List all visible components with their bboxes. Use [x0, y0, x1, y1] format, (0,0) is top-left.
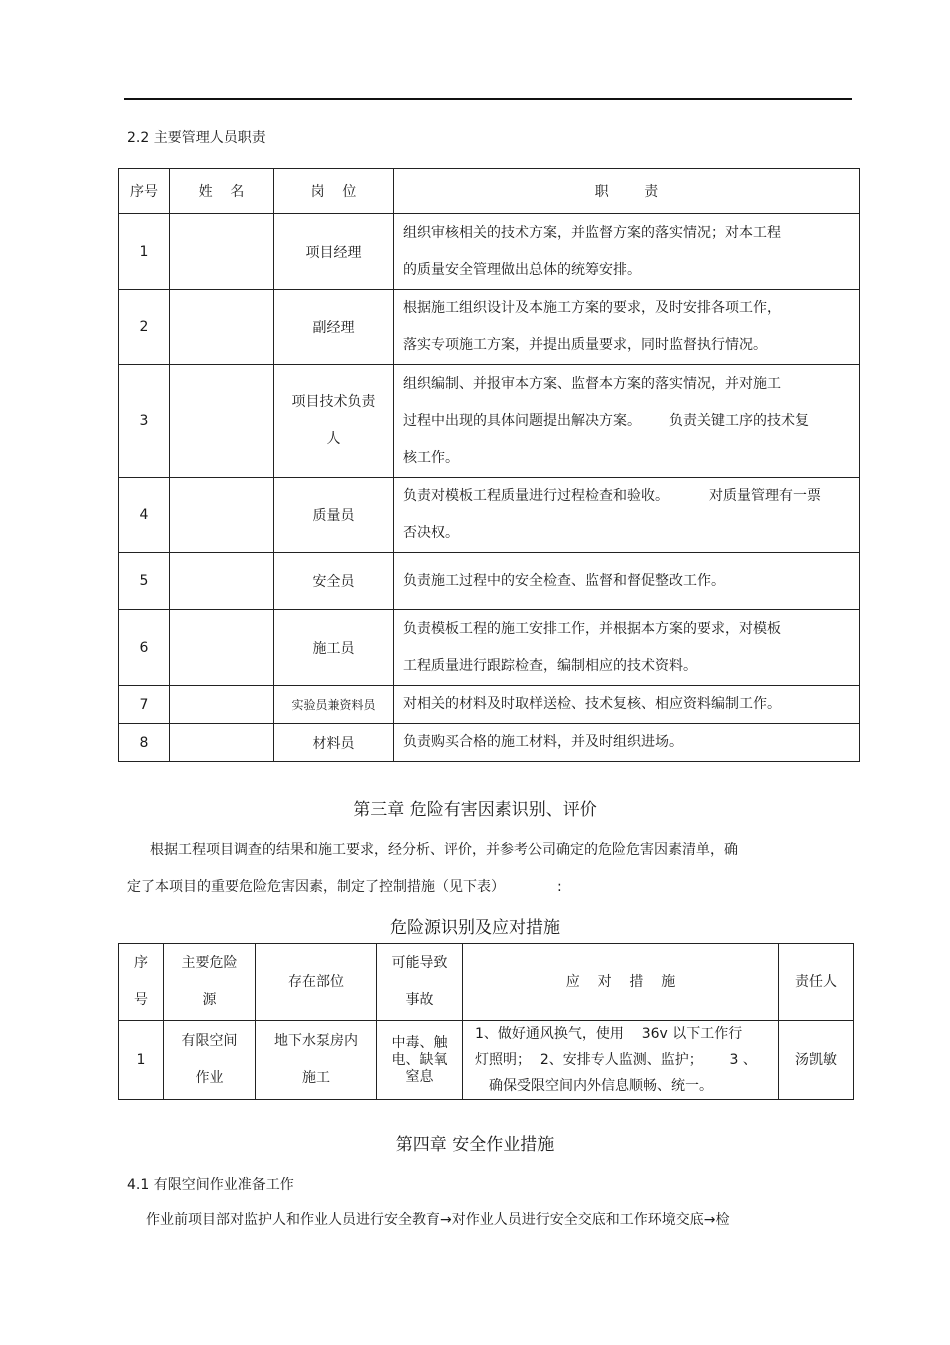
section-heading-2-2: 2.2 主要管理人员职责: [127, 130, 266, 146]
header-accident: 可能导致 事故: [377, 944, 463, 1021]
header-measures: 应 对 措 施: [463, 944, 779, 1021]
row-post: 材料员: [274, 724, 394, 762]
table-header-row: [119, 169, 860, 214]
table-row: [119, 610, 860, 686]
row-location: 地下水泵房内 施工: [256, 1021, 377, 1100]
row-post: 施工员: [274, 610, 394, 686]
chapter-4-paragraph-line-1: 作业前项目部对监护人和作业人员进行安全教育→对作业人员进行安全交底和工作环境交底→检: [146, 1212, 730, 1228]
chapter-3-paragraph-line-2: 定了本项目的重要危险危害因素，制定了控制措施（见下表） :: [127, 879, 562, 895]
chapter-3-title: 第三章 危险有害因素识别、评价: [353, 800, 597, 820]
row-duty: 负责购买合格的施工材料，并及时组织进场。: [394, 724, 860, 762]
row-name: [170, 478, 274, 553]
row-duty: 对相关的材料及时取样送检、技术复核、相应资料编制工作。: [394, 686, 860, 724]
management-duties-table: [118, 168, 860, 762]
table-row: [119, 478, 860, 553]
row-no: 5: [119, 553, 170, 610]
header-owner: 责任人: [779, 944, 854, 1021]
row-name: [170, 290, 274, 365]
row-duty: 负责施工过程中的安全检查、监督和督促整改工作。: [394, 553, 860, 610]
row-name: [170, 610, 274, 686]
row-name: [170, 214, 274, 290]
row-duty: 负责对模板工程质量进行过程检查和验收。 对质量管理有一票 否决权。: [394, 478, 860, 553]
hazard-table-caption: 危险源识别及应对措施: [390, 918, 560, 938]
table-row: [119, 686, 860, 724]
header-no: 序号: [119, 169, 170, 214]
chapter-3-paragraph-line-1: 根据工程项目调查的结果和施工要求，经分析、评价，并参考公司确定的危险危害因素清单，确: [150, 842, 738, 858]
row-no: 6: [119, 610, 170, 686]
table-row: [119, 724, 860, 762]
row-no: 8: [119, 724, 170, 762]
header-hazard: 主要危险 源: [164, 944, 256, 1021]
row-owner: 汤凯敏: [779, 1021, 854, 1100]
row-no: 7: [119, 686, 170, 724]
row-measures: 1、做好通风换气，使用 36v 以下工作行 灯照明； 2、安排专人监测、监护； 3 、 确保受限空间内外信息顺畅、统一。: [463, 1021, 779, 1100]
row-post: 实验员兼资料员: [274, 686, 394, 724]
header-location: 存在部位: [256, 944, 377, 1021]
header-no: 序 号: [119, 944, 164, 1021]
row-post: 副经理: [274, 290, 394, 365]
row-hazard: 有限空间 作业: [164, 1021, 256, 1100]
header-post: 岗 位: [274, 169, 394, 214]
table-row: [119, 365, 860, 478]
table-row: [119, 1021, 854, 1100]
table-row: [119, 553, 860, 610]
row-no: 2: [119, 290, 170, 365]
header-duty: 职 责: [394, 169, 860, 214]
table-header-row: [119, 944, 854, 1021]
row-name: [170, 553, 274, 610]
row-post: 安全员: [274, 553, 394, 610]
row-no: 1: [119, 1021, 164, 1100]
row-post: 质量员: [274, 478, 394, 553]
hazard-table: [118, 943, 854, 1100]
row-duty: 组织编制、并报审本方案、监督本方案的落实情况，并对施工 过程中出现的具体问题提出解决方案。 负责关键工序的技术复 核工作。: [394, 365, 860, 478]
row-duty: 负责模板工程的施工安排工作，并根据本方案的要求，对模板 工程质量进行跟踪检查，编制相应的技术资料。: [394, 610, 860, 686]
row-duty: 组织审核相关的技术方案，并监督方案的落实情况；对本工程 的质量安全管理做出总体的统筹安排。: [394, 214, 860, 290]
row-name: [170, 724, 274, 762]
row-no: 1: [119, 214, 170, 290]
chapter-4-title: 第四章 安全作业措施: [395, 1135, 555, 1155]
row-no: 3: [119, 365, 170, 478]
table-row: [119, 214, 860, 290]
row-post: 项目技术负责 人: [274, 365, 394, 478]
row-post: 项目经理: [274, 214, 394, 290]
row-name: [170, 365, 274, 478]
row-duty: 根据施工组织设计及本施工方案的要求，及时安排各项工作， 落实专项施工方案，并提出质量要求，同时监督执行情况。: [394, 290, 860, 365]
header-rule: [124, 98, 852, 100]
header-name: 姓 名: [170, 169, 274, 214]
row-no: 4: [119, 478, 170, 553]
section-heading-4-1: 4.1 有限空间作业准备工作: [127, 1177, 294, 1193]
table-row: [119, 290, 860, 365]
row-accident: 中毒、触 电、缺氧 窒息: [377, 1021, 463, 1100]
row-name: [170, 686, 274, 724]
